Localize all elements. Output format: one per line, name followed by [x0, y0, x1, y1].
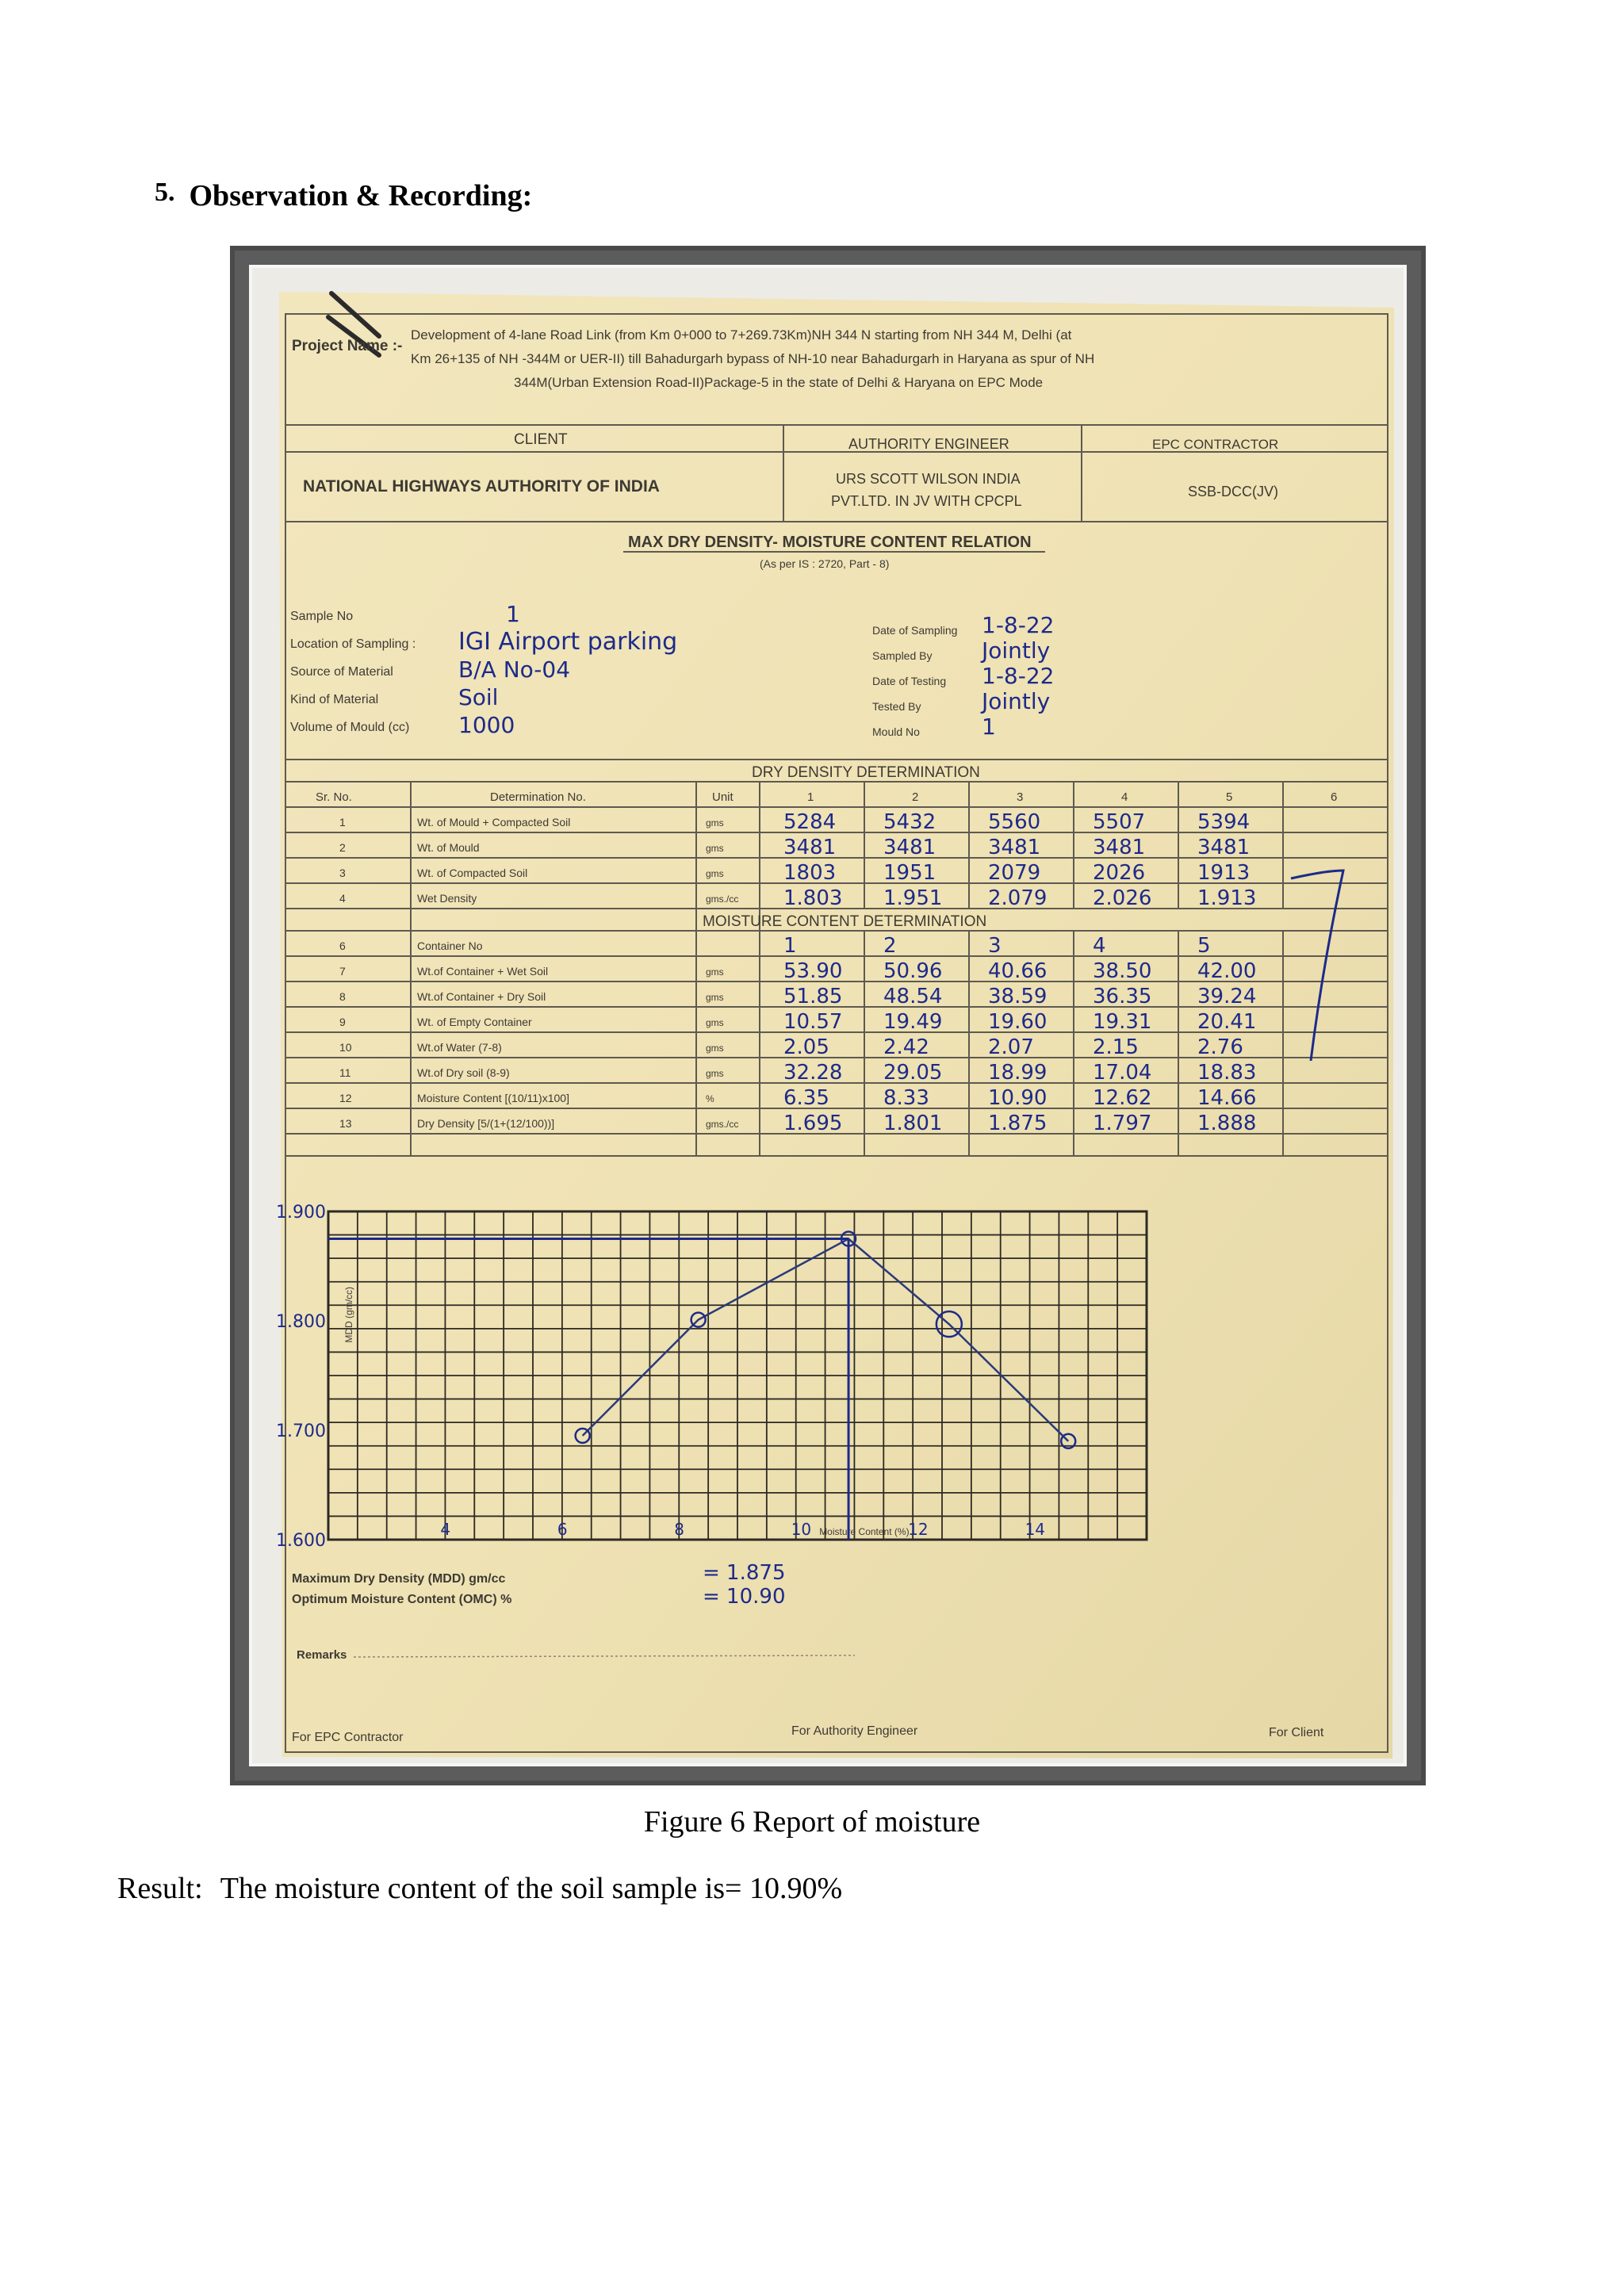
mdd-label: Maximum Dry Density (MDD) gm/cc	[292, 1572, 506, 1586]
y-axis-label: MDD (gm/cc)	[343, 1286, 354, 1343]
row-value: 1.951	[883, 886, 943, 910]
sign-engineer: For Authority Engineer	[791, 1724, 918, 1738]
row-unit: gms	[706, 992, 724, 1003]
dry-density-header: DRY DENSITY DETERMINATION	[752, 764, 980, 781]
row-value: 14.66	[1197, 1086, 1257, 1110]
row-value: 18.99	[988, 1061, 1048, 1085]
row-value: 50.96	[883, 959, 943, 983]
row-value: 48.54	[883, 985, 943, 1008]
row-value: 20.41	[1197, 1010, 1257, 1034]
row-value: 2026	[1093, 861, 1146, 885]
client-name: NATIONAL HIGHWAYS AUTHORITY OF INDIA	[303, 477, 660, 496]
engineer-name-2: PVT.LTD. IN JV WITH CPCPL	[831, 493, 1022, 509]
row-unit: gms	[706, 817, 724, 828]
row-value: 3481	[988, 836, 1041, 859]
y-tick-label: 1.800	[276, 1312, 326, 1332]
row-unit: gms./cc	[706, 894, 739, 905]
row-value: 38.50	[1093, 959, 1152, 983]
row-value: 17.04	[1093, 1061, 1152, 1085]
row-unit: %	[706, 1093, 714, 1104]
row-label: Wt. of Empty Container	[417, 1016, 532, 1028]
left-field-label: Kind of Material	[290, 693, 379, 706]
right-field-value: Jointly	[982, 637, 1051, 664]
x-tick-label: 10	[791, 1520, 812, 1539]
row-value: 5432	[883, 810, 936, 834]
row-sr: 8	[339, 990, 346, 1003]
omc-value: = 10.90	[703, 1585, 786, 1609]
row-value: 42.00	[1197, 959, 1257, 983]
row-value: 38.59	[988, 985, 1048, 1008]
row-value: 5284	[783, 810, 837, 834]
y-tick-label: 1.700	[276, 1422, 326, 1441]
right-field-value: 1-8-22	[982, 663, 1055, 689]
result-text: The moisture content of the soil sample is= 10.90%	[220, 1872, 843, 1905]
left-field-label: Volume of Mould (cc)	[290, 721, 410, 734]
right-field-value: 1-8-22	[982, 612, 1055, 638]
row-unit: gms	[706, 843, 724, 854]
test-report-form	[252, 268, 1404, 1763]
row-value: 10.57	[783, 1010, 843, 1034]
row-sr: 12	[339, 1092, 352, 1104]
result-label: Result:	[117, 1872, 203, 1905]
project-line-2: Km 26+135 of NH -344M or UER-II) till Bahadurgarh bypass of NH-10 near Bahadurgarh in Haryana as spur of NH	[411, 351, 1095, 366]
y-tick-label: 1.600	[276, 1531, 326, 1551]
row-value: 10.90	[988, 1086, 1048, 1110]
row-sr: 3	[339, 867, 346, 879]
left-field-value: IGI Airport parking	[458, 628, 678, 656]
row-sr: 13	[339, 1117, 352, 1130]
row-label: Moisture Content [(10/11)x100]	[417, 1092, 569, 1104]
row-sr: 9	[339, 1016, 346, 1028]
row-label: Wt. of Compacted Soil	[417, 867, 528, 879]
column-header: Sr. No.	[316, 790, 352, 804]
row-value: 1.913	[1197, 886, 1257, 910]
row-label: Wet Density	[417, 892, 477, 905]
row-value: 5	[1197, 934, 1211, 958]
row-label: Container No	[417, 939, 483, 952]
right-field-label: Sampled By	[872, 649, 933, 662]
project-label: Project Name :-	[292, 338, 403, 354]
row-label: Wt. of Mould	[417, 841, 480, 854]
row-value: 53.90	[783, 959, 843, 983]
x-tick-label: 4	[440, 1520, 451, 1539]
sign-client: For Client	[1269, 1726, 1324, 1739]
form-summary-values	[703, 1561, 785, 1609]
row-value: 2.15	[1093, 1035, 1139, 1059]
left-field-value: B/A No-04	[458, 656, 571, 683]
left-field-label: Location of Sampling :	[290, 637, 416, 651]
row-value: 1.803	[783, 886, 843, 910]
engineer-name-1: URS SCOTT WILSON INDIA	[836, 471, 1021, 487]
row-value: 2.42	[883, 1035, 929, 1059]
right-field-value: Jointly	[982, 688, 1051, 714]
row-value: 5560	[988, 810, 1041, 834]
column-header: Determination No.	[490, 790, 586, 804]
row-label: Wt.of Container + Wet Soil	[417, 965, 549, 978]
row-value: 3	[988, 934, 1002, 958]
row-label: Wt. of Mould + Compacted Soil	[417, 816, 571, 828]
row-unit: gms	[706, 868, 724, 879]
row-unit: gms	[706, 1068, 724, 1079]
x-tick-label: 6	[557, 1520, 568, 1539]
section-number: 5.	[155, 178, 175, 207]
row-value: 19.31	[1093, 1010, 1152, 1034]
left-field-label: Sample No	[290, 610, 354, 623]
row-sr: 10	[339, 1041, 352, 1054]
row-value: 1.888	[1197, 1112, 1257, 1135]
right-field-label: Date of Testing	[872, 675, 947, 687]
sign-contractor: For EPC Contractor	[292, 1731, 404, 1744]
row-sr: 1	[339, 816, 346, 828]
row-value: 29.05	[883, 1061, 943, 1085]
omc-label: Optimum Moisture Content (OMC) %	[292, 1593, 512, 1606]
row-value: 3481	[883, 836, 936, 859]
row-value: 3481	[783, 836, 837, 859]
row-value: 2079	[988, 861, 1041, 885]
result-line	[117, 1871, 842, 1906]
row-label: Wt.of Dry soil (8-9)	[417, 1066, 510, 1079]
right-field-value: 1	[982, 714, 996, 740]
row-sr: 11	[339, 1066, 351, 1079]
row-value: 2.05	[783, 1035, 829, 1059]
column-header: 2	[912, 790, 919, 804]
row-unit: gms./cc	[706, 1119, 739, 1130]
row-value: 1803	[783, 861, 837, 885]
row-value: 19.60	[988, 1010, 1048, 1034]
y-tick-label: 1.900	[276, 1203, 326, 1223]
row-value: 18.83	[1197, 1061, 1257, 1085]
form-standard: (As per IS : 2720, Part - 8)	[760, 557, 890, 570]
row-value: 3481	[1093, 836, 1146, 859]
figure-caption: Figure 6 Report of moisture	[643, 1805, 981, 1839]
x-tick-label: 12	[908, 1520, 929, 1539]
row-value: 2.07	[988, 1035, 1034, 1059]
row-value: 4	[1093, 934, 1106, 958]
row-unit: gms	[706, 1017, 724, 1028]
row-value: 1.695	[783, 1112, 843, 1135]
row-value: 2.026	[1093, 886, 1152, 910]
left-field-label: Source of Material	[290, 665, 393, 679]
column-header: 1	[807, 790, 814, 804]
report-photo-frame	[230, 246, 1426, 1785]
row-value: 1913	[1197, 861, 1251, 885]
section-heading	[155, 178, 532, 213]
left-field-value: 1000	[458, 712, 515, 738]
row-value: 19.49	[883, 1010, 943, 1034]
row-sr: 7	[339, 965, 346, 978]
row-sr: 2	[339, 841, 346, 854]
project-line-1: Development of 4-lane Road Link (from Km 0+000 to 7+269.73Km)NH 344 N starting from NH 344 M, Delhi (at	[411, 327, 1072, 342]
row-value: 8.33	[883, 1086, 929, 1110]
right-field-label: Mould No	[872, 725, 920, 738]
row-value: 36.35	[1093, 985, 1152, 1008]
left-field-value: Soil	[458, 684, 499, 710]
column-header: 6	[1331, 790, 1338, 804]
row-value: 1.801	[883, 1112, 943, 1135]
row-value: 12.62	[1093, 1086, 1152, 1110]
report-photo	[249, 265, 1407, 1766]
project-line-3: 344M(Urban Extension Road-II)Package-5 in the state of Delhi & Haryana on EPC Mode	[514, 375, 1044, 390]
column-header: 3	[1017, 790, 1024, 804]
x-tick-label: 14	[1025, 1520, 1046, 1539]
row-value: 1.797	[1093, 1112, 1152, 1135]
mdd-value: = 1.875	[703, 1561, 786, 1585]
row-value: 1.875	[988, 1112, 1048, 1135]
column-header: 4	[1121, 790, 1128, 804]
row-sr: 6	[339, 939, 346, 952]
column-header: 5	[1226, 790, 1233, 804]
row-label: Wt.of Water (7-8)	[417, 1041, 502, 1054]
contractor-header: EPC CONTRACTOR	[1152, 437, 1279, 452]
row-value: 1951	[883, 861, 936, 885]
row-value: 2.079	[988, 886, 1048, 910]
row-value: 40.66	[988, 959, 1048, 983]
row-value: 6.35	[783, 1086, 829, 1110]
client-header: CLIENT	[514, 431, 568, 448]
x-axis-label: Moisture Content (%)	[819, 1526, 910, 1537]
row-value: 2	[883, 934, 897, 958]
contractor-name: SSB-DCC(JV)	[1188, 484, 1279, 499]
row-value: 3481	[1197, 836, 1251, 859]
moisture-header: MOISTURE CONTENT DETERMINATION	[703, 913, 987, 930]
row-unit: gms	[706, 966, 724, 978]
row-value: 1	[783, 934, 797, 958]
column-header: Unit	[712, 790, 733, 804]
form-title: MAX DRY DENSITY- MOISTURE CONTENT RELATION	[628, 534, 1032, 551]
row-value: 51.85	[783, 985, 843, 1008]
row-sr: 4	[339, 892, 346, 905]
right-field-label: Date of Sampling	[872, 624, 958, 637]
row-value: 5394	[1197, 810, 1251, 834]
row-label: Wt.of Container + Dry Soil	[417, 990, 546, 1003]
left-field-value: 1	[506, 601, 520, 627]
row-value: 32.28	[783, 1061, 843, 1085]
row-value: 5507	[1093, 810, 1146, 834]
right-field-label: Tested By	[872, 700, 921, 713]
row-unit: gms	[706, 1043, 724, 1054]
section-title: Observation & Recording:	[189, 179, 533, 212]
row-value: 2.76	[1197, 1035, 1243, 1059]
x-tick-label: 8	[674, 1520, 685, 1539]
remarks-label: Remarks	[297, 1648, 347, 1662]
row-value: 39.24	[1197, 985, 1257, 1008]
engineer-header: AUTHORITY ENGINEER	[848, 436, 1009, 452]
row-label: Dry Density [5/(1+(12/100))]	[417, 1117, 555, 1130]
